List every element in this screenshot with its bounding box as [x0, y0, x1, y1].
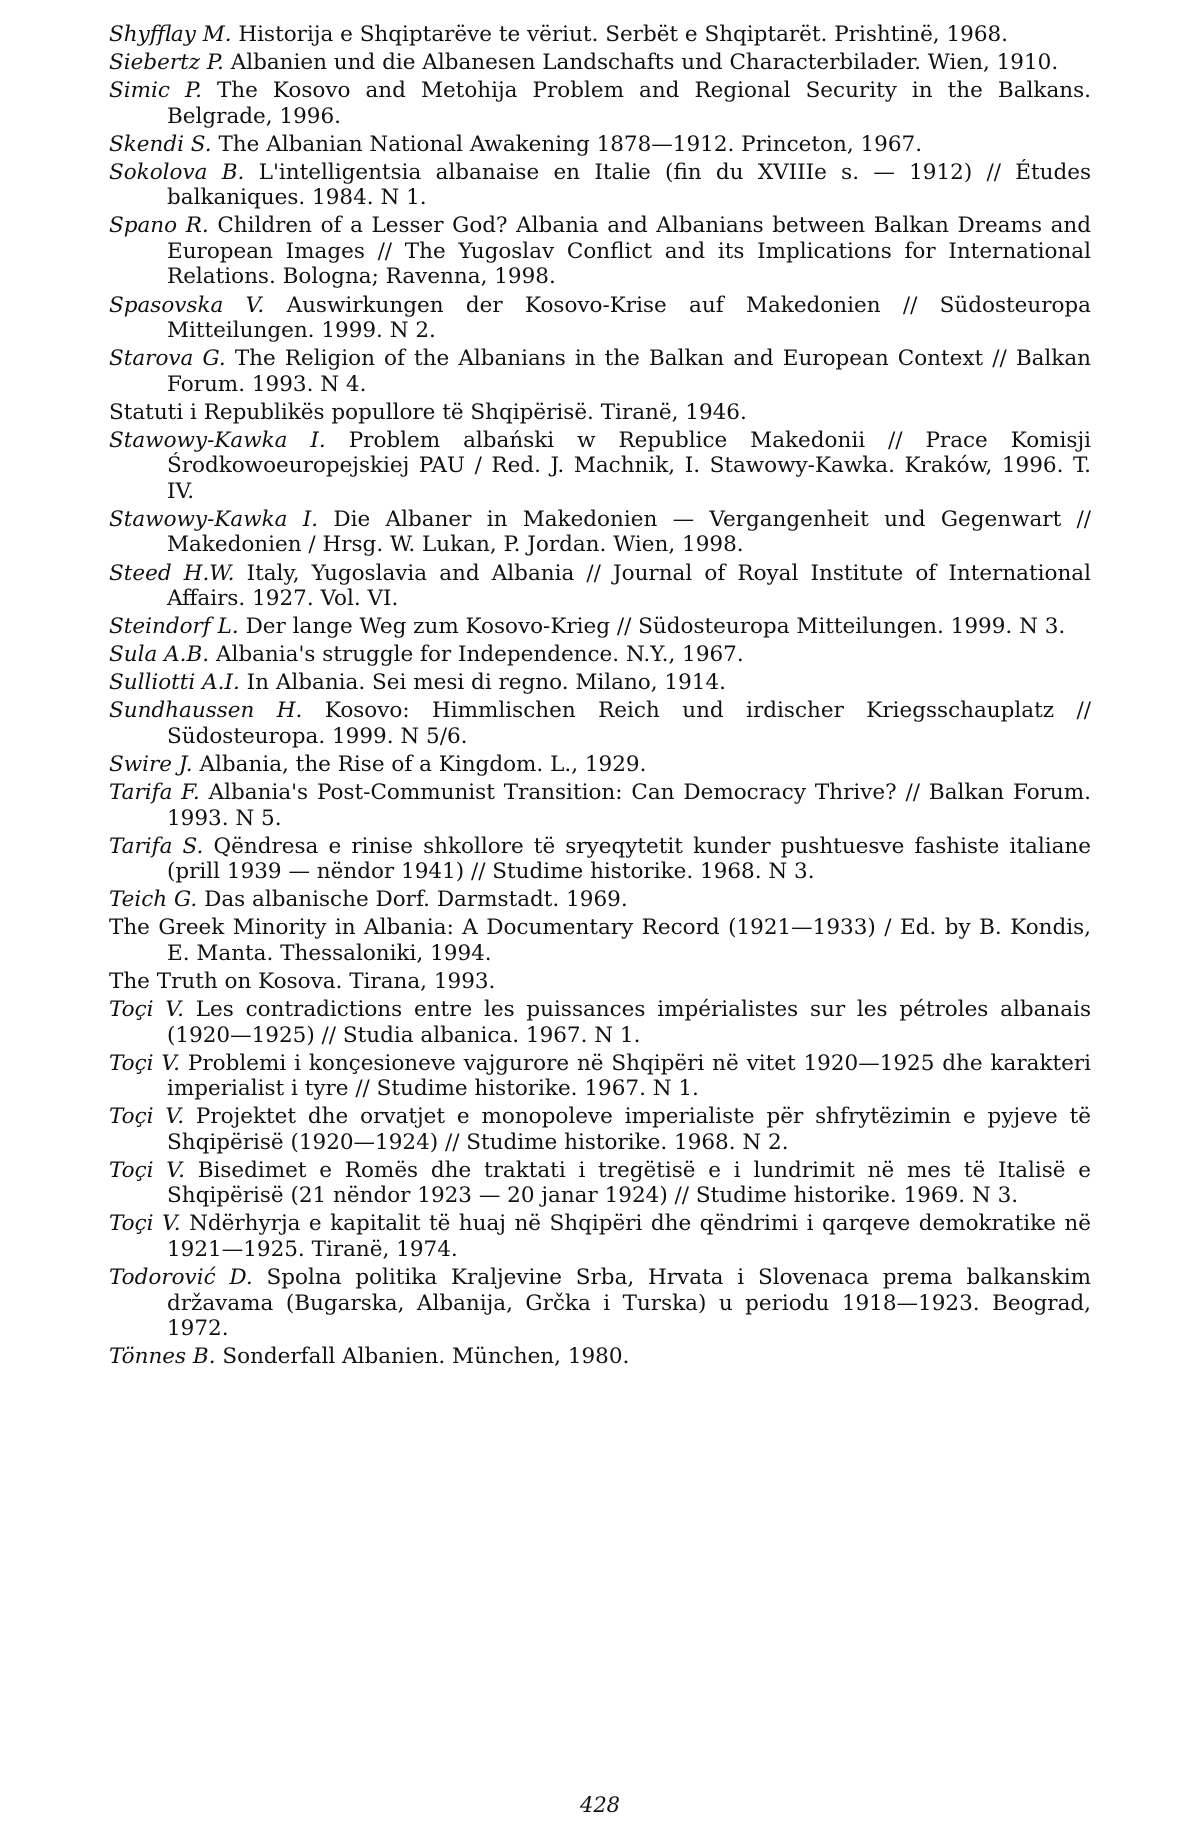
page-number: 428 — [579, 1793, 621, 1817]
bibliography-entry — [109, 915, 1091, 966]
bibliography-entry — [109, 1051, 1091, 1102]
entry-text: L'intelligentsia albanaise en Italie (fin du XVIIIe s. — 1912) // Études balkaniques. 1984. N 1. — [167, 159, 1092, 211]
bibliography-entry — [109, 561, 1091, 612]
bibliography-entry — [109, 642, 1091, 668]
entry-author: Stawowy-Kawka I. — [109, 427, 326, 453]
entry-author: Sulliotti A.I. — [109, 670, 240, 696]
bibliography-entry — [109, 160, 1091, 211]
entry-text: Albania, the Rise of a Kingdom. L., 1929. — [199, 752, 647, 777]
entry-text: The Albanian National Awakening 1878—1912. Princeton, 1967. — [218, 131, 923, 157]
entry-author: Simic P. — [109, 78, 202, 104]
bibliography-list — [109, 22, 1091, 1370]
entry-text: The Greek Minority in Albania: A Documentary Record (1921—1933) / Ed. by B. Kondis, E. Manta. Thessaloniki, 1994. — [109, 915, 1091, 966]
bibliography-entry — [109, 969, 1091, 995]
bibliography-entry — [109, 78, 1091, 129]
bibliography-entry — [109, 997, 1091, 1048]
entry-text: Albanien und die Albanesen Landschafts und Characterbilader. Wien, 1910. — [230, 50, 1059, 76]
bibliography-entry — [109, 752, 1091, 778]
entry-text: Kosovo: Himmlischen Reich und irdischer Kriegsschauplatz // Südosteuropa. 1999. N 5/6. — [167, 698, 1091, 749]
bibliography-entry — [109, 22, 1091, 48]
entry-author: Sundhaussen H. — [109, 698, 303, 724]
entry-text: Albania's Post-Communist Transition: Can Democracy Thrive? // Balkan Forum. 1993. N 5. — [167, 780, 1091, 831]
bibliography-entry — [109, 132, 1091, 158]
entry-text: Spolna politika Kraljevine Srba, Hrvata i Slovenaca prema balkanskim državama (Bugarska, Albanija, Grčka i Turska) u periodu 1918—1923. Beograd, 1972. — [167, 1265, 1091, 1342]
entry-text: Italy, Yugoslavia and Albania // Journal of Royal Institute of International Affairs. 1927. Vol. VI. — [167, 560, 1092, 612]
entry-text: Sonderfall Albanien. München, 1980. — [222, 1344, 630, 1370]
bibliography-entry — [109, 50, 1091, 76]
entry-author: Toçi V. — [109, 1050, 181, 1076]
bibliography-entry — [109, 887, 1091, 913]
entry-text: The Religion of the Albanians in the Balkan and European Context // Balkan Forum. 1993. N 4. — [167, 346, 1092, 397]
entry-author: Tarifa S. — [109, 833, 204, 859]
entry-text: Les contradictions entre les puissances impérialistes sur les pétroles albanais (1920—1925) // Studia albanica. 1967. N 1. — [167, 997, 1091, 1048]
entry-text: Auswirkungen der Kosovo-Krise auf Makedonien // Südosteuropa Mitteilungen. 1999. N 2. — [167, 292, 1091, 344]
bibliography-page — [109, 22, 1091, 1372]
entry-text: Bisedimet e Romës dhe traktati i tregëtisë e i lundrimit në mes të Italisë e Shqipërisë (21 nëndor 1923 — 20 janar 1924) // Studime historike. 1969. N 3. — [167, 1157, 1091, 1209]
bibliography-entry — [109, 1158, 1091, 1209]
entry-author: Teich G. — [109, 887, 198, 913]
bibliography-entry — [109, 293, 1091, 344]
entry-author: Toçi V. — [109, 1211, 181, 1237]
bibliography-entry — [109, 1211, 1091, 1262]
bibliography-entry — [109, 780, 1091, 831]
bibliography-entry — [109, 834, 1091, 885]
entry-author: Shyfflay M. — [109, 22, 232, 47]
entry-text: The Kosovo and Metohija Problem and Regional Security in the Balkans. Belgrade, 1996. — [167, 78, 1091, 129]
entry-text: Der lange Weg zum Kosovo-Krieg // Südosteuropa Mitteilungen. 1999. N 3. — [245, 614, 1066, 640]
entry-author: Steindorf L. — [109, 614, 239, 640]
entry-author: Sula A.B. — [109, 642, 210, 668]
bibliography-entry — [109, 1104, 1091, 1155]
entry-author: Tarifa F. — [109, 780, 200, 806]
bibliography-entry — [109, 698, 1091, 749]
entry-text: Das albanische Dorf. Darmstadt. 1969. — [204, 887, 628, 913]
entry-author: Todorović D. — [109, 1265, 253, 1291]
entry-author: Sokolova B. — [109, 159, 245, 185]
entry-text: Historija e Shqiptarëve te vëriut. Serbët e Shqiptarët. Prishtinë, 1968. — [238, 22, 1009, 47]
bibliography-entry — [109, 400, 1091, 426]
entry-text: Problemi i konçesioneve vajgurore në Shqipëri në vitet 1920—1925 dhe karakteri imperialist i tyre // Studime historike. 1967. N 1. — [167, 1050, 1091, 1102]
entry-text: The Truth on Kosova. Tirana, 1993. — [109, 968, 496, 994]
entry-author: Toçi V. — [109, 1104, 185, 1130]
bibliography-entry — [109, 346, 1091, 397]
bibliography-entry — [109, 1265, 1091, 1342]
entry-text: Children of a Lesser God? Albania and Albanians between Balkan Dreams and European Images // The Yugoslav Conflict and its Implications for International Relations. Bologna; Ravenna, 1998. — [167, 213, 1091, 290]
entry-text: Statuti i Republikës popullore të Shqipërisë. Tiranë, 1946. — [109, 399, 747, 425]
entry-text: Die Albaner in Makedonien — Vergangenheit und Gegenwart // Makedonien / Hrsg. W. Lukan, P. Jordan. Wien, 1998. — [167, 506, 1092, 558]
entry-author: Tönnes B. — [109, 1344, 216, 1370]
entry-author: Toçi V. — [109, 1157, 185, 1183]
entry-author: Spano R. — [109, 213, 209, 239]
bibliography-entry — [109, 614, 1091, 640]
entry-author: Skendi S. — [109, 131, 212, 157]
entry-text: Ndërhyrja e kapitalit të huaj në Shqipëri dhe qëndrimi i qarqeve demokratike në 1921—1925. Tiranë, 1974. — [167, 1211, 1091, 1262]
entry-author: Starova G. — [109, 346, 226, 372]
entry-text: Problem albański w Republice Makedonii // Prace Komisji Środkowoeuropejskiej PAU / Red. J. Machnik, I. Stawowy-Kawka. Kraków, 1996. T. IV. — [167, 427, 1091, 504]
entry-author: Spasovska V. — [109, 292, 265, 318]
entry-author: Steed H.W. — [109, 560, 235, 586]
bibliography-entry — [109, 428, 1091, 505]
entry-text: Albania's struggle for Independence. N.Y., 1967. — [215, 642, 744, 668]
entry-author: Toçi V. — [109, 997, 184, 1023]
entry-text: In Albania. Sei mesi di regno. Milano, 1914. — [246, 670, 726, 696]
entry-author: Swire J. — [109, 752, 193, 777]
bibliography-entry — [109, 507, 1091, 558]
bibliography-entry — [109, 670, 1091, 696]
bibliography-entry — [109, 1344, 1091, 1370]
entry-text: Projektet dhe orvatjet e monopoleve imperialiste për shfrytëzimin e pyjeve të Shqipërisë (1920—1924) // Studime historike. 1968. N 2. — [167, 1104, 1091, 1155]
bibliography-entry — [109, 213, 1091, 290]
entry-author: Siebertz P. — [109, 50, 224, 76]
entry-text: Qëndresa e rinise shkollore të sryeqytetit kunder pushtuesve fashiste italiane (prill 1939 — nëndor 1941) // Studime historike. 1968. N 3. — [167, 833, 1091, 885]
entry-author: Stawowy-Kawka I. — [109, 506, 319, 532]
